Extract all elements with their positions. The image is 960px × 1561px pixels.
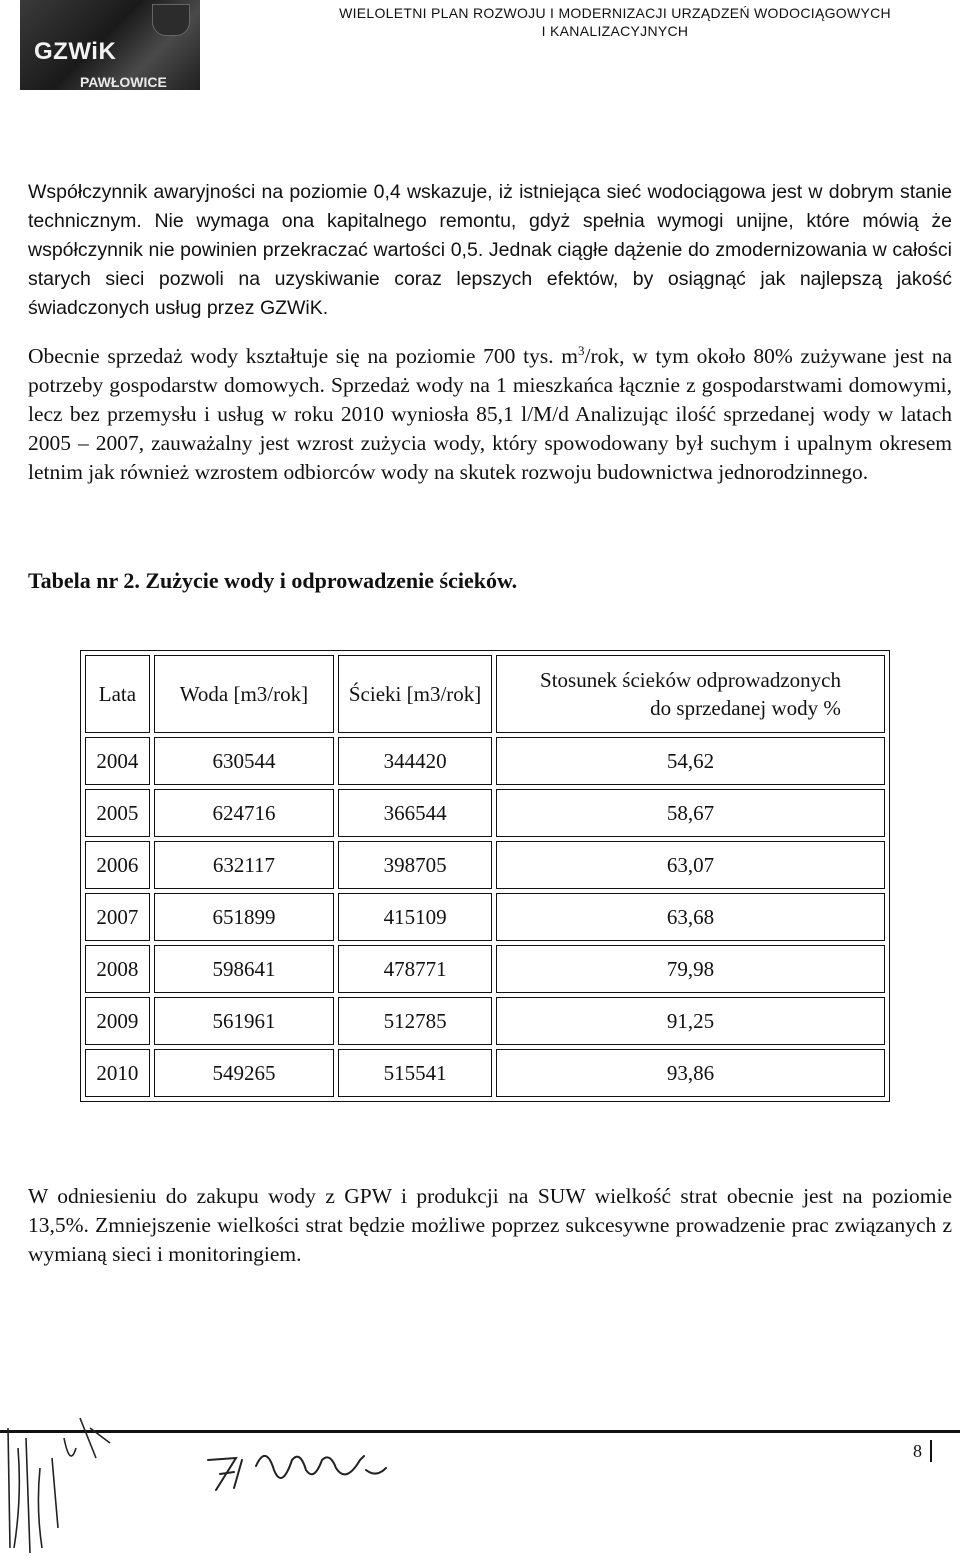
cell-ratio: 54,62 (496, 737, 885, 785)
cell-water: 561961 (154, 997, 334, 1045)
cell-ratio: 79,98 (496, 945, 885, 993)
cell-sewage: 366544 (338, 789, 492, 837)
cell-year: 2006 (85, 841, 150, 889)
cell-ratio: 58,67 (496, 789, 885, 837)
footer-rule (0, 1430, 960, 1433)
header-title-line1: WIELOLETNI PLAN ROZWOJU I MODERNIZACJI URZĄDZEŃ WODOCIĄGOWYCH (339, 5, 891, 21)
cell-sewage: 415109 (338, 893, 492, 941)
page-number: 8 (913, 1440, 932, 1462)
stamp-mark-icon (0, 1408, 130, 1558)
cell-water: 624716 (154, 789, 334, 837)
crest-icon (152, 4, 190, 36)
table-row (85, 997, 885, 1045)
header-lata: Lata (85, 655, 150, 733)
gzwik-logo (20, 0, 200, 90)
cell-ratio: 93,86 (496, 1049, 885, 1097)
cell-sewage: 512785 (338, 997, 492, 1045)
cell-water: 651899 (154, 893, 334, 941)
table-row (85, 737, 885, 785)
paragraph-water-sales-part1: Obecnie sprzedaż wody kształtuje się na poziomie 700 tys. m (28, 344, 579, 369)
cell-year: 2005 (85, 789, 150, 837)
cell-year: 2009 (85, 997, 150, 1045)
cell-sewage: 398705 (338, 841, 492, 889)
paragraph-failure-rate: Współczynnik awaryjności na poziomie 0,4 wskazuje, iż istniejąca sieć wodociągowa jest w dobrym stanie technicznym. Nie wymaga ona kapitalnego remontu, gdyż spełnia wymogi unijne, które mówią że współczynnik nie powinien przekraczać wartości 0,5. Jednak ciągłe dążenie do zmodernizowania w całości starych sieci pozwoli na uzyskiwanie coraz lepszych efektów, by osiągnąć jak najlepszą jakość świadczonych usług przez GZWiK. (28, 181, 952, 319)
cell-sewage: 478771 (338, 945, 492, 993)
cell-year: 2010 (85, 1049, 150, 1097)
cell-water: 632117 (154, 841, 334, 889)
table-row (85, 841, 885, 889)
header-stosunek (496, 655, 885, 733)
table-row (85, 893, 885, 941)
paragraph-water-sales (28, 336, 952, 487)
cell-ratio: 91,25 (496, 997, 885, 1045)
header-title-line2: I KANALIZACYJNYCH (541, 23, 689, 39)
header-scieki: Ścieki [m3/rok] (338, 655, 492, 733)
document-header-title (310, 4, 920, 40)
table-row (85, 945, 885, 993)
superscript-3: 3 (578, 343, 585, 358)
table-row (85, 789, 885, 837)
table-row (85, 1049, 885, 1097)
logo-name: GZWiK (34, 38, 117, 65)
cell-ratio: 63,07 (496, 841, 885, 889)
cell-water: 549265 (154, 1049, 334, 1097)
paragraph-losses: W odniesieniu do zakupu wody z GPW i produkcji na SUW wielkość strat obecnie jest na poziomie 13,5%. Zmniejszenie wielkości strat będzie możliwe poprzez sukcesywne prowadzenie prac związanych z wymianą sieci i monitoringiem. (28, 1184, 952, 1266)
cell-year: 2004 (85, 737, 150, 785)
signature-icon (196, 1430, 396, 1520)
cell-sewage: 515541 (338, 1049, 492, 1097)
cell-sewage: 344420 (338, 737, 492, 785)
cell-year: 2008 (85, 945, 150, 993)
table-caption: Tabela nr 2. Zużycie wody i odprowadzenie ścieków. (28, 568, 518, 593)
cell-water: 630544 (154, 737, 334, 785)
header-stosunek-line1: Stosunek ścieków odprowadzonych (540, 668, 841, 692)
water-usage-table (80, 650, 890, 1102)
cell-year: 2007 (85, 893, 150, 941)
cell-ratio: 63,68 (496, 893, 885, 941)
paragraph-water-sales-part2: /rok, w tym około 80% zużywane jest na potrzeby gospodarstw domowych. Sprzedaż wody na 1 mieszkańca łącznie z gospodarstwami domowymi, lecz bez przemysłu i usług w roku 2010 wyniosła 85,1 l/M/d Analizując ilość sprzedanej wody w latach 2005 – 2007, zauważalny jest wzrost zużycia wody, który spowodowany był suchym i upalnym okresem letnim jak również wzrostem odbiorców wody na skutek rozwoju budownictwa jednorodzinnego. (28, 344, 952, 485)
header-woda: Woda [m3/rok] (154, 655, 334, 733)
logo-location: PAWŁOWICE (80, 74, 167, 90)
cell-water: 598641 (154, 945, 334, 993)
table-header-row (85, 655, 885, 733)
header-stosunek-line2: do sprzedanej wody % (650, 696, 841, 720)
